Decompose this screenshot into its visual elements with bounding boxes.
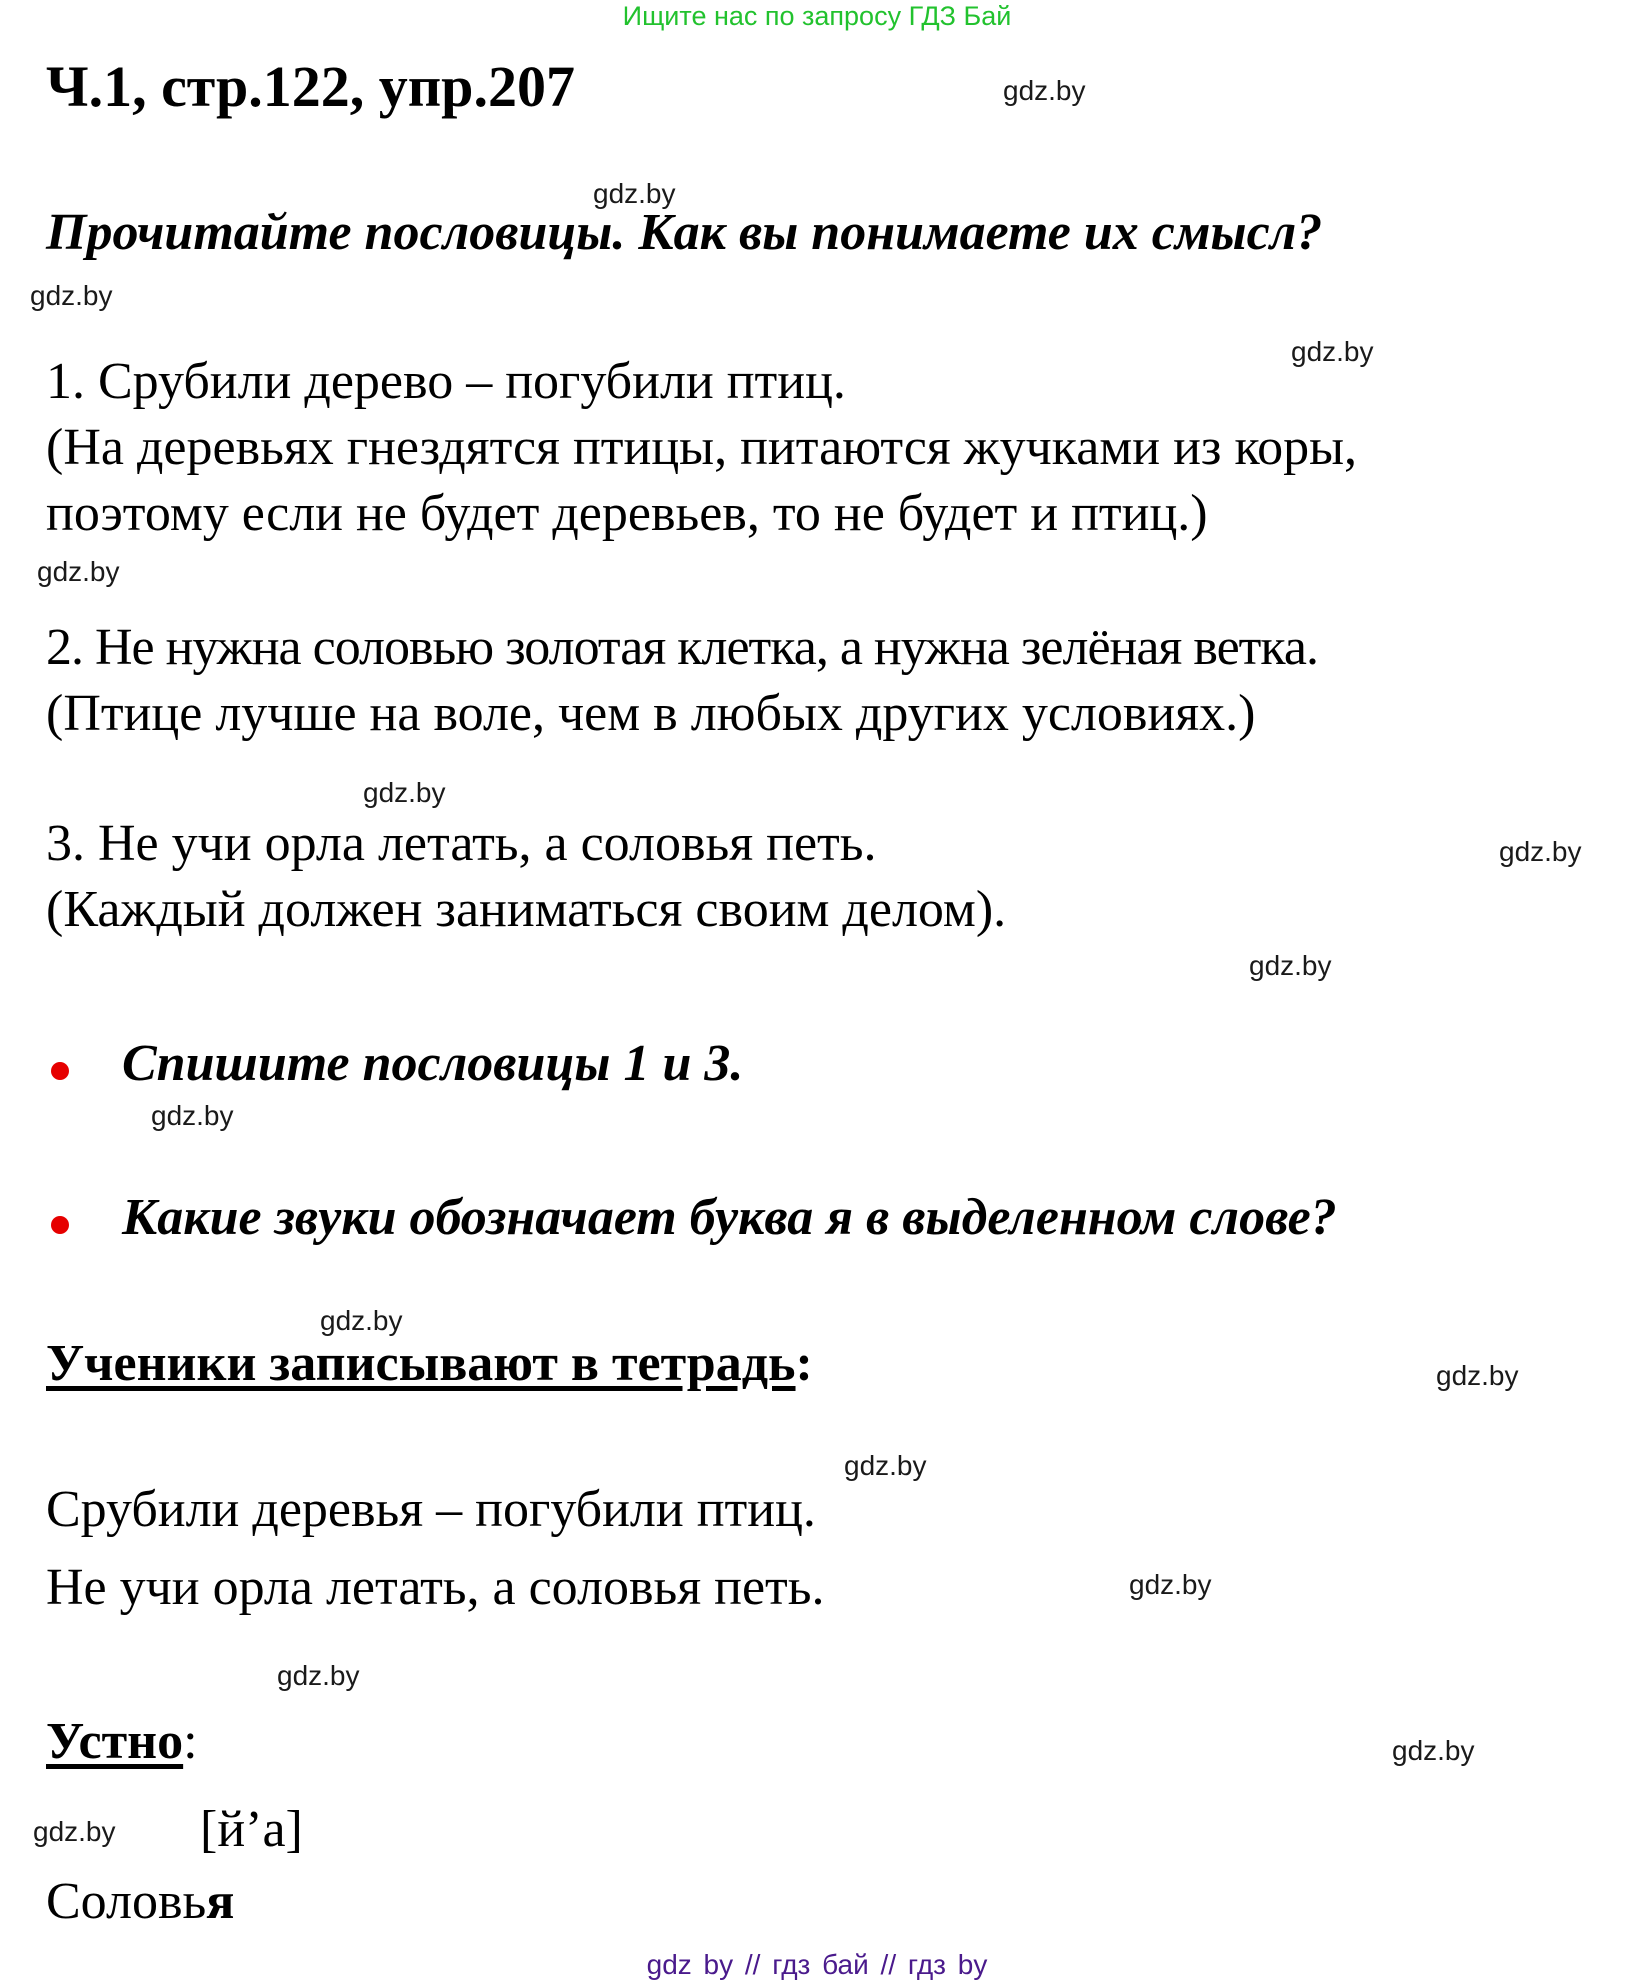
watermark: gdz.by	[1291, 336, 1374, 367]
notebook-heading-text: Ученики записывают в тетрадь	[46, 1335, 796, 1392]
watermark: gdz.by	[151, 1100, 234, 1131]
proverb-2-explanation: (Птице лучше на воле, чем в любых других условиях.)	[46, 685, 1256, 742]
word-highlighted-letter: я	[206, 1873, 235, 1930]
notebook-heading	[46, 1334, 813, 1394]
proverb-3: 3. Не учи орла летать, а соловья петь.	[46, 815, 877, 872]
top-banner: Ищите нас по запросу ГДЗ Бай	[622, 1, 1012, 31]
proverb-1: 1. Срубили дерево – погубили птиц.	[46, 353, 846, 410]
watermark: gdz.by	[37, 556, 120, 587]
oral-heading	[46, 1712, 198, 1772]
watermark: gdz.by	[1392, 1735, 1475, 1766]
highlighted-word	[46, 1872, 234, 1932]
proverb-2: 2. Не нужна соловью золотая клетка, а нужна зелёная ветка.	[46, 619, 1318, 676]
watermark: gdz.by	[33, 1816, 116, 1847]
watermark: gdz.by	[1436, 1360, 1519, 1391]
watermark: gdz.by	[1129, 1569, 1212, 1600]
watermark: gdz.by	[1003, 75, 1086, 106]
word-start: Соловь	[46, 1873, 207, 1930]
bullet-icon	[51, 1216, 69, 1234]
watermark: gdz.by	[593, 178, 676, 209]
phonetic-transcription: [й’а]	[200, 1801, 303, 1858]
watermark: gdz.by	[1499, 836, 1582, 867]
proverb-1-explanation: поэтому если не будет деревьев, то не будет и птиц.)	[46, 485, 1208, 542]
watermark: gdz.by	[320, 1305, 403, 1336]
page-title: Ч.1, стр.122, упр.207	[46, 54, 575, 119]
watermark: gdz.by	[1249, 950, 1332, 981]
task-bullet-2: Какие звуки обозначает буква я в выделенном слове?	[122, 1189, 1337, 1246]
proverb-3-explanation: (Каждый должен заниматься своим делом).	[46, 881, 1007, 938]
footer-watermark: gdz by // гдз бай // гдз by	[646, 1949, 988, 1980]
oral-heading-text: Устно	[46, 1713, 184, 1770]
watermark: gdz.by	[277, 1660, 360, 1691]
notebook-line-2: Не учи орла летать, а соловья петь.	[46, 1559, 825, 1616]
watermark: gdz.by	[363, 777, 446, 808]
bullet-icon	[51, 1062, 69, 1080]
task-instruction: Прочитайте пословицы. Как вы понимаете их смысл?	[46, 204, 1323, 261]
oral-heading-colon: :	[183, 1713, 198, 1770]
notebook-line-1: Срубили деревья – погубили птиц.	[46, 1481, 816, 1538]
proverb-1-explanation: (На деревьях гнездятся птицы, питаются жучками из коры,	[46, 419, 1358, 476]
watermark: gdz.by	[844, 1450, 927, 1481]
task-bullet-1: Спишите пословицы 1 и 3.	[122, 1035, 744, 1092]
watermark: gdz.by	[30, 280, 113, 311]
notebook-heading-colon: :	[795, 1335, 813, 1392]
